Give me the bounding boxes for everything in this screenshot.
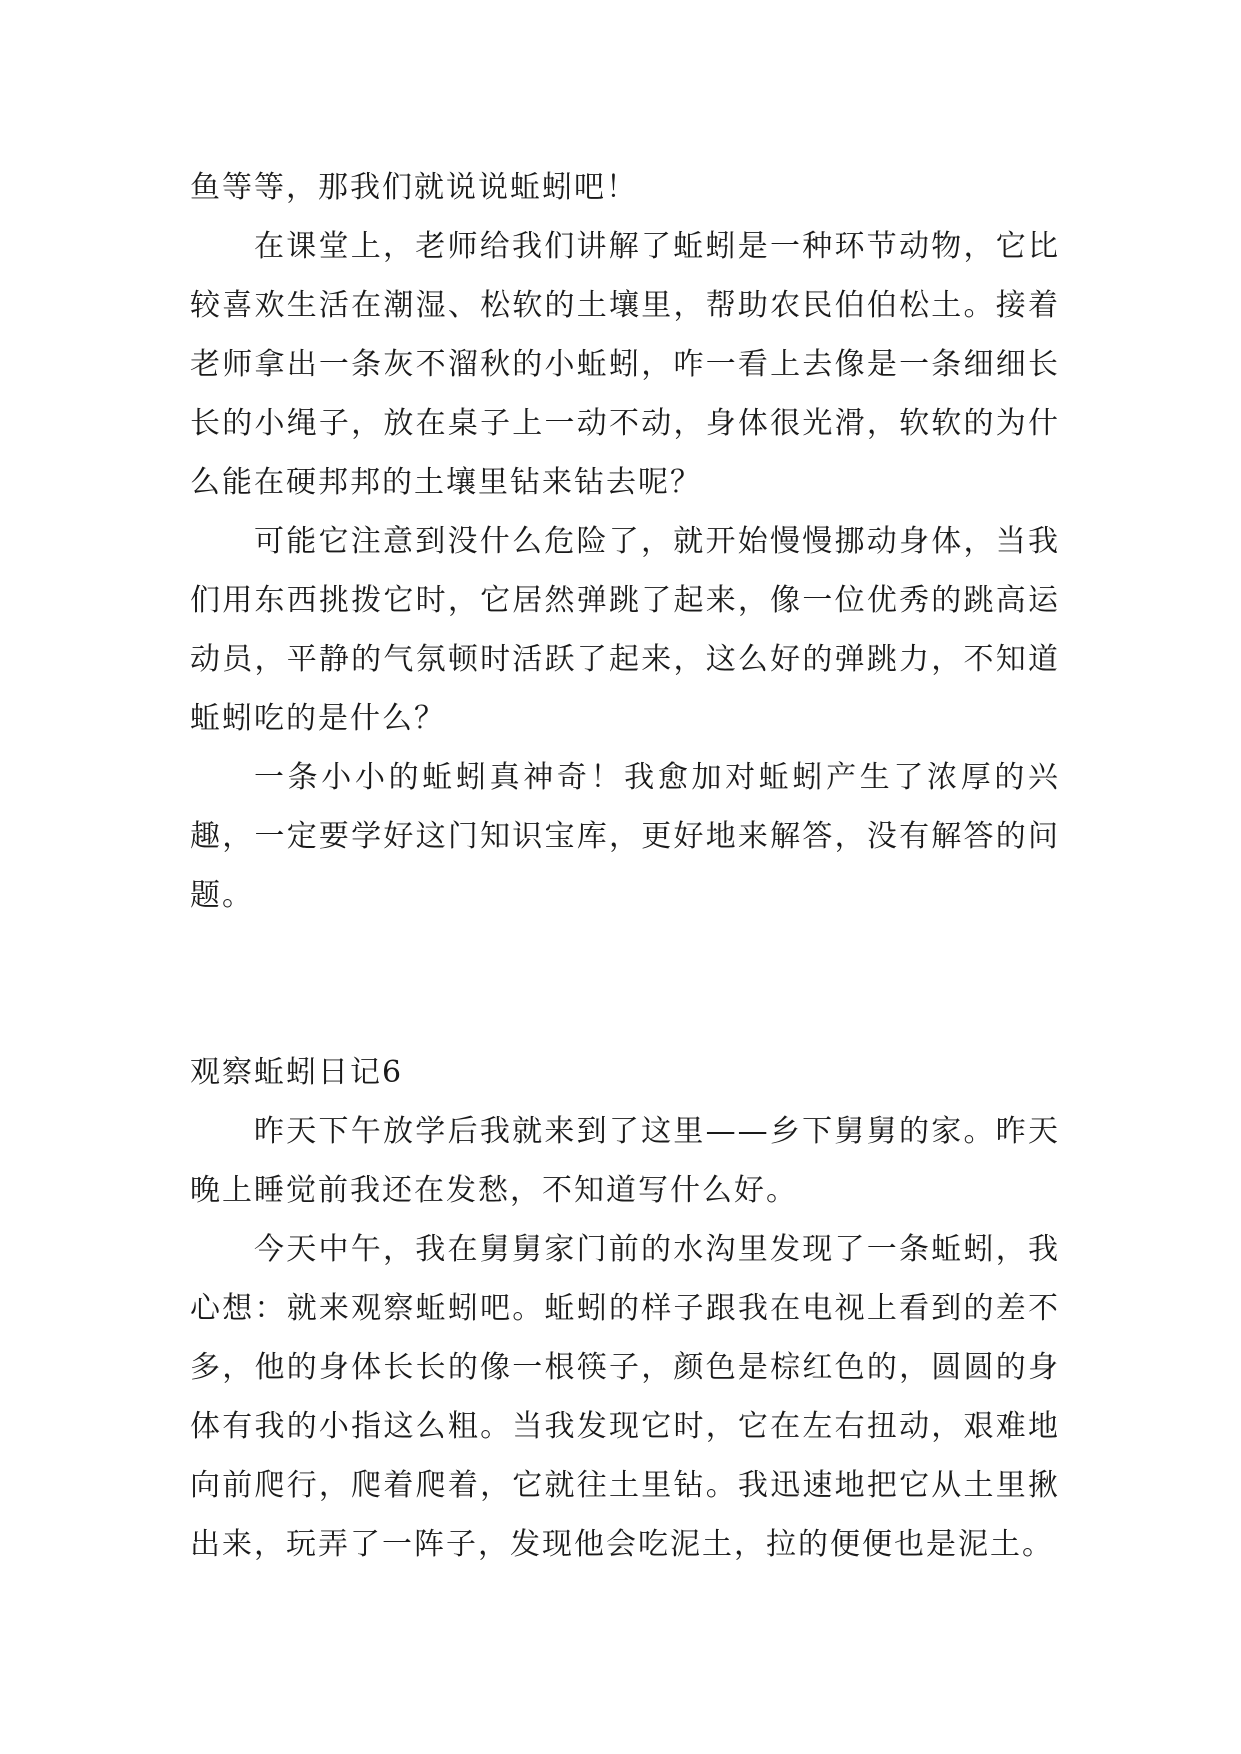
document-body xyxy=(190,158,1060,1574)
paragraph-jumping: 可能它注意到没什么危险了，就开始慢慢挪动身体，当我们用东西挑拨它时，它居然弹跳了起来，像一位优秀的跳高运动员，平静的气氛顿时活跃了起来，这么好的弹跳力，不知道蚯蚓吃的是什么？ xyxy=(190,524,1060,736)
paragraph-observation: 今天中午，我在舅舅家门前的水沟里发现了一条蚯蚓，我心想：就来观察蚯蚓吧。蚯蚓的样子跟我在电视上看到的差不多，他的身体长长的像一根筷子，颜色是棕红色的，圆圆的身体有我的小指这么粗。当我发现它时，它在左右扭动，艰难地向前爬行，爬着爬着，它就往土里钻。我迅速地把它从土里揪出来，玩弄了一阵子，发现他会吃泥土，拉的便便也是泥土。 xyxy=(190,1232,1060,1562)
section-title: 观察蚯蚓日记6 xyxy=(190,1055,404,1090)
paragraph-interest: 一条小小的蚯蚓真神奇！我愈加对蚯蚓产生了浓厚的兴趣，一定要学好这门知识宝库，更好地来解答，没有解答的问题。 xyxy=(190,760,1060,913)
paragraph-continuation: 鱼等等，那我们就说说蚯蚓吧！ xyxy=(190,170,638,205)
paragraph-classroom: 在课堂上，老师给我们讲解了蚯蚓是一种环节动物，它比较喜欢生活在潮湿、松软的土壤里，帮助农民伯伯松土。接着老师拿出一条灰不溜秋的小蚯蚓，咋一看上去像是一条细细长长的小绳子，放在桌子上一动不动，身体很光滑，软软的为什么能在硬邦邦的土壤里钻来钻去呢？ xyxy=(190,229,1060,500)
paragraph-uncle-home: 昨天下午放学后我就来到了这里——乡下舅舅的家。昨天晚上睡觉前我还在发愁，不知道写什么好。 xyxy=(190,1114,1060,1208)
